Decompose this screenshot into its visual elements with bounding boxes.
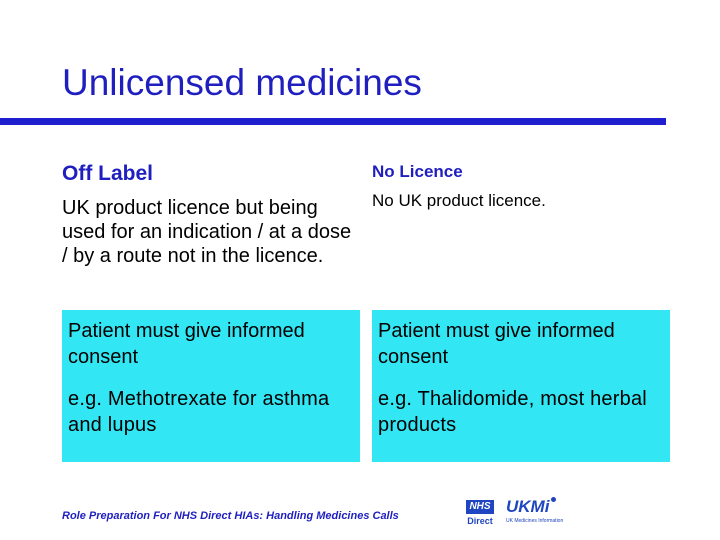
ukmi-logo <box>506 497 566 533</box>
title-divider <box>0 118 666 125</box>
off-label-box <box>62 310 360 462</box>
nhs-logo-box: NHS <box>466 500 494 514</box>
off-label-heading: Off Label <box>62 162 154 185</box>
no-licence-consent: Patient must give informed consent <box>378 320 615 368</box>
off-label-description: UK product licence but being used for an indication / at a dose / by a route not in the licence. <box>62 197 352 267</box>
no-licence-heading: No Licence <box>372 162 463 181</box>
no-licence-description: No UK product licence. <box>372 191 546 210</box>
nhs-direct-logo <box>466 500 494 532</box>
slide-title: Unlicensed medicines <box>62 62 422 103</box>
nhs-logo-sub: Direct <box>467 516 493 526</box>
off-label-example: e.g. Methotrexate for asthma and lupus <box>68 388 330 436</box>
no-licence-example: e.g. Thalidomide, most herbal products <box>378 388 647 436</box>
no-licence-box <box>372 310 670 462</box>
off-label-consent: Patient must give informed consent <box>68 320 305 368</box>
ukmi-subtitle: UK Medicines Information <box>506 518 564 524</box>
ukmi-wordmark: UKMi <box>506 497 550 516</box>
ukmi-dot-icon <box>551 497 556 502</box>
footer-text: Role Preparation For NHS Direct HIAs: Handling Medicines Calls <box>62 510 399 522</box>
